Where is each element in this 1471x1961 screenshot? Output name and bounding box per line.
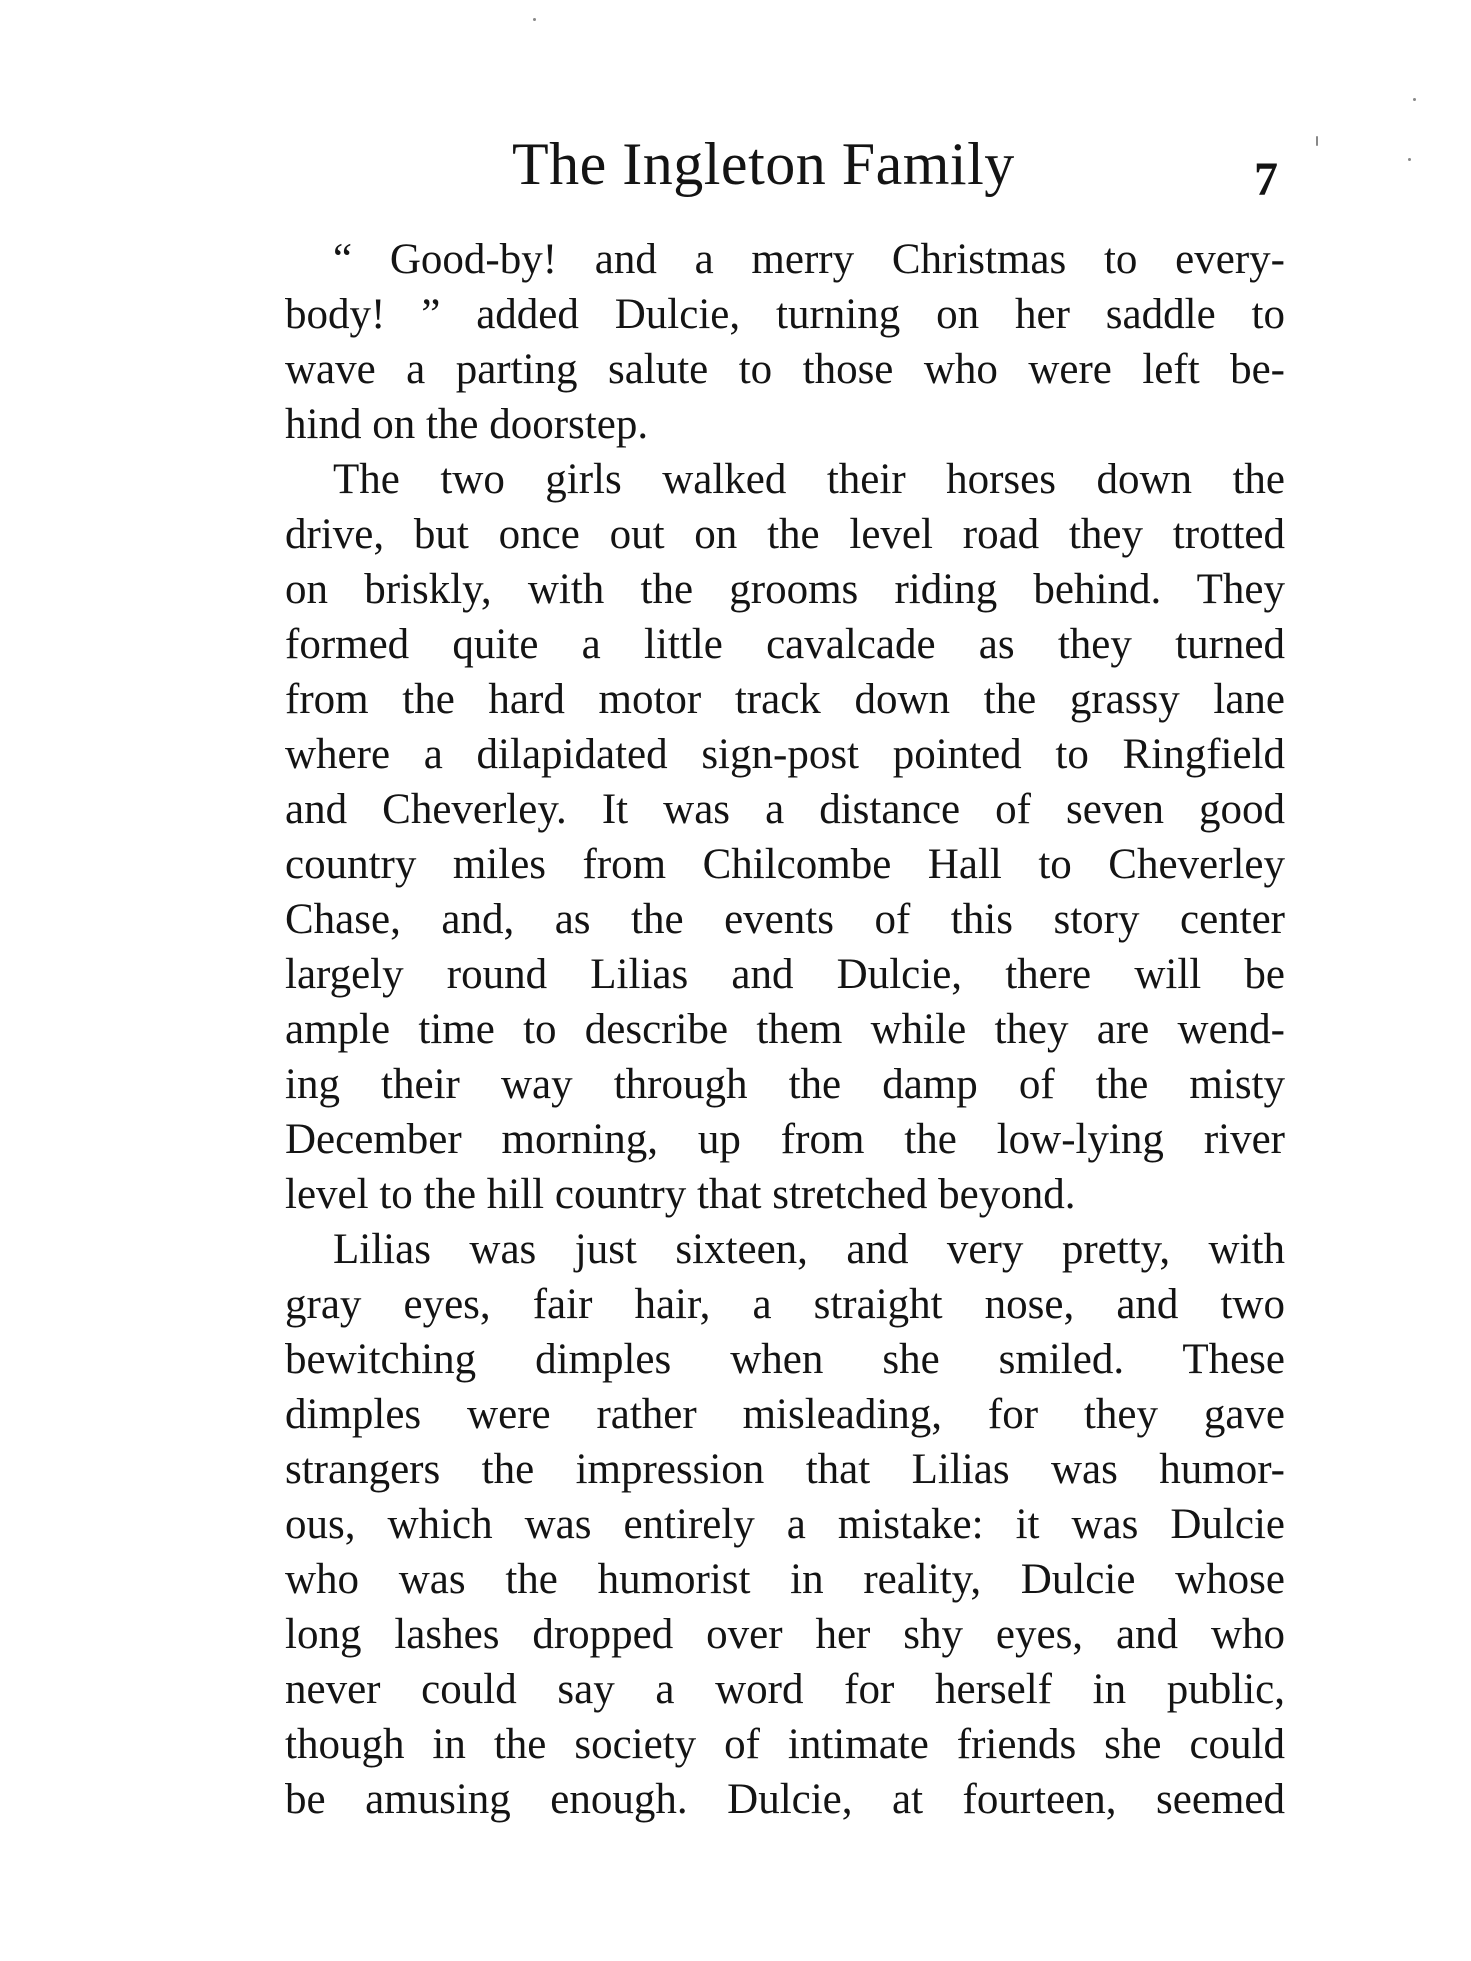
text-line: December morning, up from the low-lying river — [285, 1116, 1285, 1163]
text-line: country miles from Chilcombe Hall to Cheverley — [285, 841, 1285, 888]
text-line: on briskly, with the grooms riding behind. They — [285, 566, 1285, 613]
text-line: hind on the doorstep. — [285, 401, 649, 448]
text-line: where a dilapidated sign-post pointed to Ringfield — [285, 731, 1285, 778]
text-line: “ Good-by! and a merry Christmas to every- — [333, 236, 1285, 283]
scan-speck — [533, 18, 536, 21]
text-line: drive, but once out on the level road they trotted — [285, 511, 1285, 558]
text-line: ous, which was entirely a mistake: it was Dulcie — [285, 1501, 1285, 1548]
text-line: from the hard motor track down the grassy lane — [285, 676, 1285, 723]
text-line: long lashes dropped over her shy eyes, and who — [285, 1611, 1285, 1658]
text-line: The two girls walked their horses down the — [333, 456, 1285, 503]
text-line: and Cheverley. It was a distance of seven good — [285, 786, 1285, 833]
text-line: never could say a word for herself in public, — [285, 1666, 1285, 1713]
text-line: strangers the impression that Lilias was humor- — [285, 1446, 1285, 1493]
scan-speck — [1316, 136, 1318, 146]
text-line: bewitching dimples when she smiled. These — [285, 1336, 1285, 1383]
text-line: Chase, and, as the events of this story center — [285, 896, 1285, 943]
text-line: gray eyes, fair hair, a straight nose, and two — [285, 1281, 1285, 1328]
text-line: Lilias was just sixteen, and very pretty, with — [333, 1226, 1285, 1273]
text-line: dimples were rather misleading, for they gave — [285, 1391, 1285, 1438]
body-text — [285, 232, 1285, 1827]
running-head-title: The Ingleton Family — [512, 131, 1015, 197]
text-line: level to the hill country that stretched beyond. — [285, 1171, 1076, 1218]
scan-speck — [1413, 98, 1416, 101]
text-line: though in the society of intimate friends she could — [285, 1721, 1285, 1768]
text-line: ample time to describe them while they are wend- — [285, 1006, 1285, 1053]
text-line: formed quite a little cavalcade as they turned — [285, 621, 1285, 668]
page-number: 7 — [1254, 153, 1278, 206]
text-line: wave a parting salute to those who were left be- — [285, 346, 1285, 393]
text-line: who was the humorist in reality, Dulcie whose — [285, 1556, 1285, 1603]
text-line: largely round Lilias and Dulcie, there will be — [285, 951, 1285, 998]
text-line: body! ” added Dulcie, turning on her saddle to — [285, 291, 1285, 338]
text-line: be amusing enough. Dulcie, at fourteen, seemed — [285, 1776, 1285, 1823]
scan-speck — [1408, 158, 1411, 161]
text-line: ing their way through the damp of the misty — [285, 1061, 1285, 1108]
